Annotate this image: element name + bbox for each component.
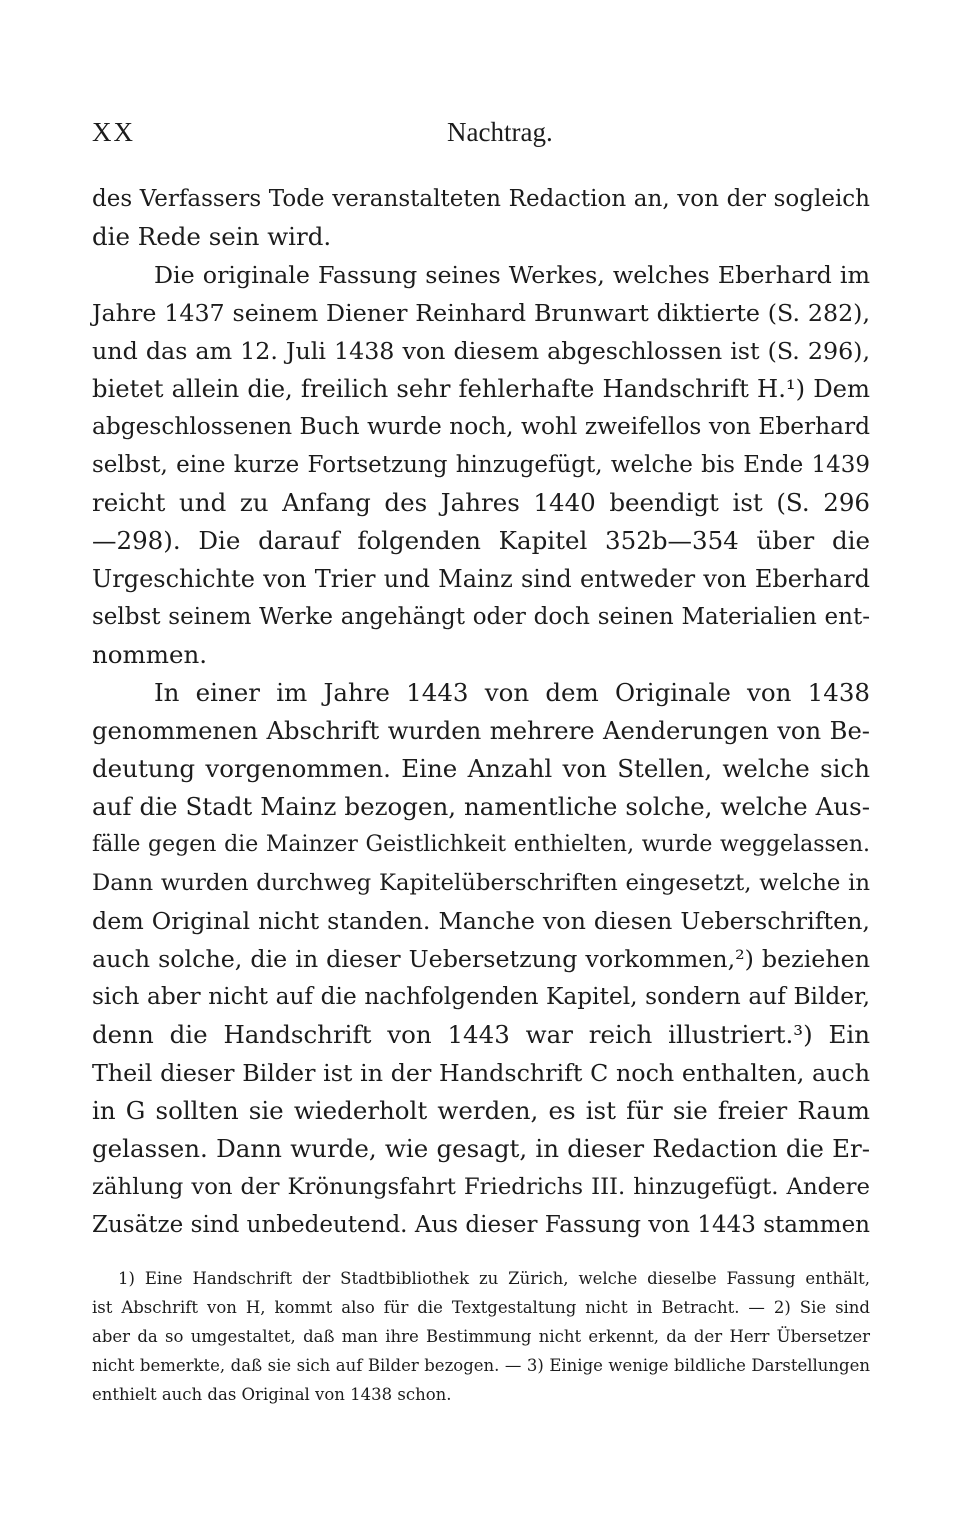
body-line: des Verfassers Tode veranstalteten Redaction an, von der sogleich [92, 186, 870, 212]
body-line: fälle gegen die Mainzer Geistlichkeit enthielten, wurde weggelassen. [92, 832, 870, 857]
body-line: in G sollten sie wiederholt werden, es ist für sie freier Raum [92, 1096, 870, 1125]
footnote-line: 1) Eine Handschrift der Stadtbibliothek zu Zürich, welche dieselbe Fassung enthält, [118, 1269, 870, 1288]
footnotes [92, 1264, 870, 1409]
body-line: dem Original nicht standen. Manche von diesen Ueberschriften, [92, 907, 870, 935]
body-line: sich aber nicht auf die nachfolgenden Kapitel, sondern auf Bilder, [92, 983, 870, 1010]
body-line: zählung von der Krönungsfahrt Friedrichs III. hinzugefügt. Andere [92, 1174, 870, 1200]
body-line: bietet allein die, freilich sehr fehlerhafte Handschrift H.¹) Dem [92, 374, 870, 403]
body-line: die Rede sein wird. [92, 222, 332, 251]
body-line: deutung vorgenommen. Eine Anzahl von Stellen, welche sich [92, 754, 870, 783]
page-header [92, 117, 882, 153]
body-line: Urgeschichte von Trier und Mainz sind entweder von Eberhard [92, 565, 870, 593]
body-line: In einer im Jahre 1443 von dem Originale von 1438 [154, 678, 870, 707]
body-line: auch solche, die in dieser Uebersetzung vorkommen,²) beziehen [92, 945, 870, 973]
body-line: reicht und zu Anfang des Jahres 1440 beendigt ist (S. 296 [92, 488, 870, 517]
body-line: und das am 12. Juli 1438 von diesem abgeschlossen ist (S. 296), [92, 337, 870, 365]
footnote-line: ist Abschrift von H, kommt also für die Textgestaltung nicht in Betracht. — 2) Sie sind [92, 1298, 870, 1317]
body-text [92, 180, 870, 1244]
body-line: Dann wurden durchweg Kapitelüberschriften eingesetzt, welche in [92, 870, 870, 896]
body-line: Theil dieser Bilder ist in der Handschrift C noch enthalten, auch [92, 1059, 870, 1087]
body-line: denn die Handschrift von 1443 war reich illustriert.³) Ein [92, 1020, 870, 1049]
body-line: —298). Die darauf folgenden Kapitel 352b—354 über die [92, 526, 870, 555]
body-line: selbst seinem Werke angehängt oder doch seinen Materialien ent- [92, 604, 870, 630]
body-line: genommenen Abschrift wurden mehrere Aenderungen von Be- [92, 716, 870, 745]
body-line: selbst, eine kurze Fortsetzung hinzugefügt, welche bis Ende 1439 [92, 452, 870, 478]
running-title: Nachtrag. [447, 117, 553, 147]
body-line: gelassen. Dann wurde, wie gesagt, in dieser Redaction die Er- [92, 1134, 870, 1163]
body-line: Zusätze sind unbedeutend. Aus dieser Fassung von 1443 stammen [92, 1212, 870, 1238]
body-line: Die originale Fassung seines Werkes, welches Eberhard im [154, 261, 870, 289]
body-line: Jahre 1437 seinem Diener Reinhard Brunwart diktierte (S. 282), [92, 299, 870, 327]
body-line: abgeschlossenen Buch wurde noch, wohl zweifellos von Eberhard [92, 413, 870, 440]
footnote-line: aber da so umgestaltet, daß man ihre Bestimmung nicht erkennt, da der Herr Übersetzer [92, 1327, 870, 1346]
body-line: nommen. [92, 640, 208, 669]
footnote-line: enthielt auch das Original von 1438 schon. [92, 1385, 452, 1404]
body-line: auf die Stadt Mainz bezogen, namentliche solche, welche Aus- [92, 792, 870, 821]
page-number: XX [92, 117, 135, 147]
footnote-line: nicht bemerkte, daß sie sich auf Bilder bezogen. — 3) Einige wenige bildliche Darstellungen [92, 1356, 870, 1375]
